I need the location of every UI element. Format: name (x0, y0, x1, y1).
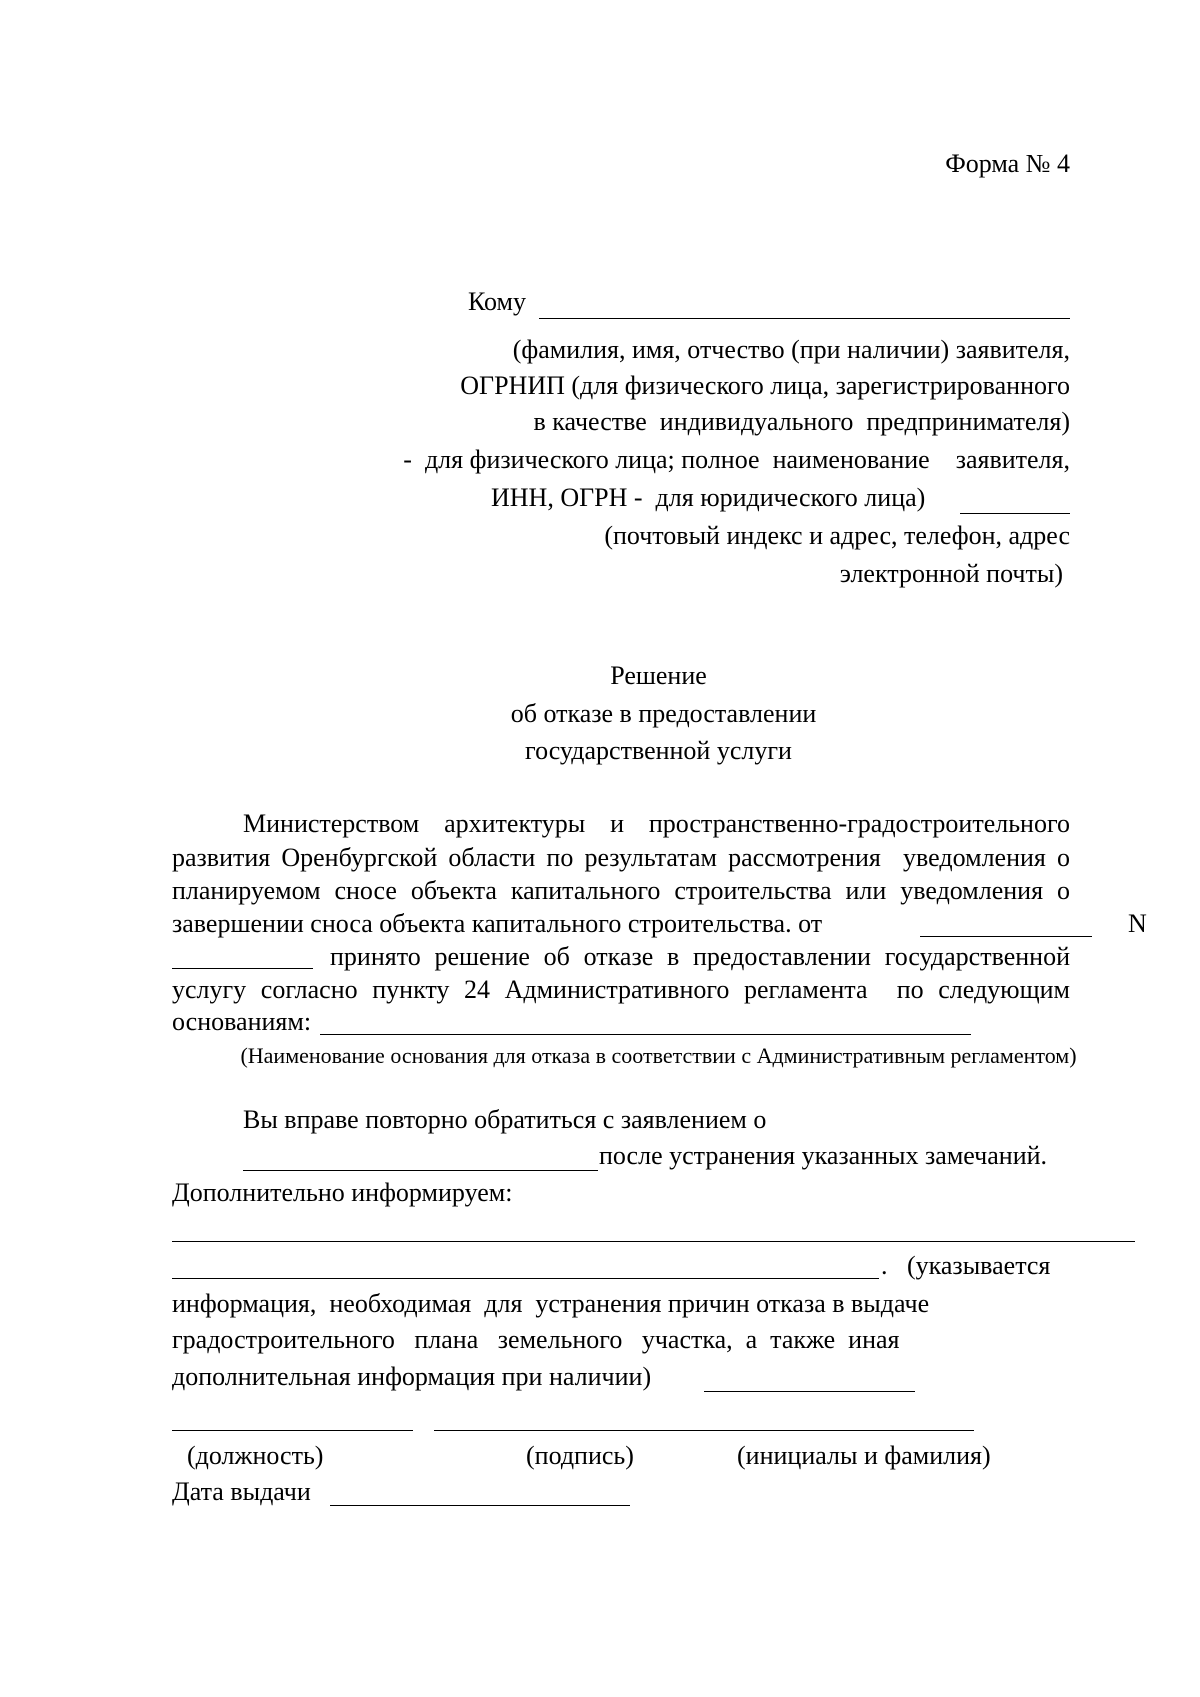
addressee-to-label: Кому (468, 287, 527, 316)
issue-date-label: Дата выдачи (172, 1477, 311, 1506)
body-line: завершении сноса объекта капитального строительства. от (172, 909, 823, 938)
body-line: Дополнительно информируем: (172, 1178, 513, 1207)
body-line: . (указывается (881, 1251, 1051, 1280)
form-number: Форма № 4 (945, 149, 1070, 178)
position-caption: (должность) (187, 1441, 324, 1470)
body-line: принято решение об отказе в предоставлении государственной (330, 942, 1070, 971)
body-line: развития Оренбургской области по результатам рассмотрения уведомления о (172, 843, 1070, 872)
additional-info-line[interactable] (172, 1278, 879, 1279)
signature-caption: (подпись) (526, 1441, 634, 1470)
notice-number-line[interactable] (172, 968, 313, 969)
addressee-name-line[interactable] (539, 318, 1070, 319)
additional-info-line[interactable] (172, 1241, 1135, 1242)
addressee-contacts: (почтовый индекс и адрес, телефон, адрес (604, 521, 1070, 550)
reapply-line[interactable] (243, 1170, 598, 1171)
addressee-line: (фамилия, имя, отчество (при наличии) заявителя, (512, 335, 1070, 364)
body-line: после устранения указанных замечаний. (599, 1141, 1048, 1170)
addressee-line: - для физического лица; полное наименование заявителя, (403, 445, 1070, 474)
addressee-line: ИНН, ОГРН - для юридического лица) (491, 483, 926, 512)
body-line: услугу согласно пункту 24 Административного регламента по следующим (172, 975, 1070, 1004)
document-title: государственной услуги (525, 736, 792, 765)
document-title: Решение (610, 661, 707, 690)
body-line: Вы вправе повторно обратиться с заявлением о (243, 1105, 767, 1134)
grounds-note: (Наименование основания для отказа в соответствии с Административным регламентом) (240, 1043, 1077, 1068)
number-label: N (1128, 909, 1147, 938)
signature-line[interactable] (434, 1430, 974, 1431)
body-line: информация, необходимая для устранения причин отказа в выдаче (172, 1289, 930, 1318)
addressee-line: в качестве индивидуального предпринимателя) (533, 407, 1070, 436)
grounds-line[interactable] (320, 1034, 971, 1035)
position-line[interactable] (172, 1430, 413, 1431)
issue-date-line[interactable] (330, 1505, 630, 1506)
body-line: Министерством архитектуры и пространственно-градостроительного (243, 809, 1070, 838)
notice-date-line[interactable] (920, 936, 1092, 937)
body-line: дополнительная информация при наличии) (172, 1362, 652, 1391)
body-line: планируемом сносе объекта капитального строительства или уведомления о (172, 876, 1070, 905)
name-caption: (инициалы и фамилия) (737, 1441, 991, 1470)
body-line: градостроительного плана земельного участка, а также иная (172, 1325, 900, 1354)
additional-info-line[interactable] (704, 1391, 915, 1392)
document-title: об отказе в предоставлении (510, 699, 817, 728)
addressee-line: ОГРНИП (для физического лица, зарегистрированного (460, 371, 1070, 400)
addressee-details-line[interactable] (960, 513, 1070, 514)
addressee-contacts: электронной почты) (839, 559, 1063, 588)
body-line: основаниям: (172, 1007, 312, 1036)
